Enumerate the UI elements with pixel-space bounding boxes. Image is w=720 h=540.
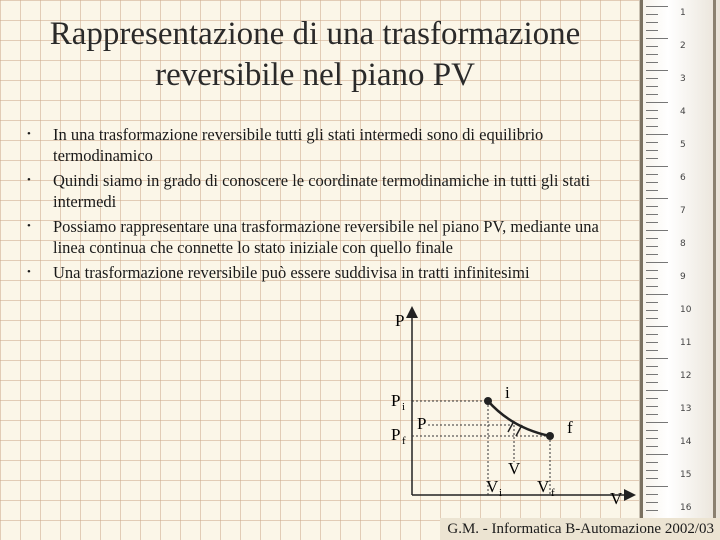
ruler-number: 7 — [680, 206, 686, 216]
vf-label: V — [537, 477, 550, 496]
ruler-number: 8 — [680, 239, 686, 249]
ruler-number: 5 — [680, 140, 686, 150]
ruler-number: 11 — [680, 338, 692, 348]
axis-v-label: V — [610, 489, 623, 508]
pf-subscript: f — [402, 435, 406, 447]
ruler-number: 6 — [680, 173, 686, 183]
point-f-label: f — [567, 418, 573, 437]
ruler-number: 15 — [680, 470, 692, 480]
point-i-marker — [484, 397, 492, 405]
bullet-icon: • — [27, 266, 31, 278]
bullet-text: In una trasformazione reversibile tutti gli stati intermedi sono di equilibrio termodinamico — [53, 125, 544, 165]
bullet-icon: • — [27, 174, 31, 186]
slide-title: Rappresentazione di una trasformazione reversibile nel piano PV — [49, 16, 581, 93]
infinitesimal-mark-1 — [508, 421, 514, 432]
pi-subscript: i — [402, 401, 406, 413]
ruler-number: 9 — [680, 272, 686, 282]
ruler-number: 4 — [680, 107, 686, 117]
axis-p-label: P — [395, 311, 405, 330]
pi-label: P — [391, 391, 401, 410]
point-f-marker — [546, 432, 554, 440]
vi-label: V — [486, 477, 499, 496]
bullet-icon: • — [27, 128, 31, 140]
p-intermediate-label: P — [417, 414, 427, 433]
ruler-number: 13 — [680, 404, 692, 414]
bullet-text: Possiamo rappresentare una trasformazione reversibile nel piano PV, mediante una linea continua che connette lo stato iniziale con quello finale — [53, 217, 599, 257]
v-intermediate-label: V — [508, 459, 521, 478]
pf-label: P — [391, 425, 401, 444]
ruler-number: 10 — [680, 305, 692, 315]
point-i-label: i — [505, 383, 510, 402]
bullet-icon: • — [27, 220, 31, 232]
ruler-number: 16 — [680, 503, 692, 513]
footer-text: G.M. - Informatica B-Automazione 2002/03 — [440, 518, 720, 540]
ruler-number: 2 — [680, 41, 686, 51]
ruler-number: 1 — [680, 8, 686, 18]
ruler-number: 14 — [680, 437, 692, 447]
bullet-text: Una trasformazione reversibile può essere suddivisa in tratti infinitesimi — [53, 263, 530, 282]
bullet-text: Quindi siamo in grado di conoscere le coordinate termodinamiche in tutti gli stati intermedi — [53, 171, 591, 211]
vi-subscript: i — [499, 487, 503, 499]
infinitesimal-mark-2 — [516, 425, 522, 436]
ruler-number: 12 — [680, 371, 692, 381]
ruler-number: 3 — [680, 74, 686, 84]
vf-subscript: f — [551, 487, 555, 499]
